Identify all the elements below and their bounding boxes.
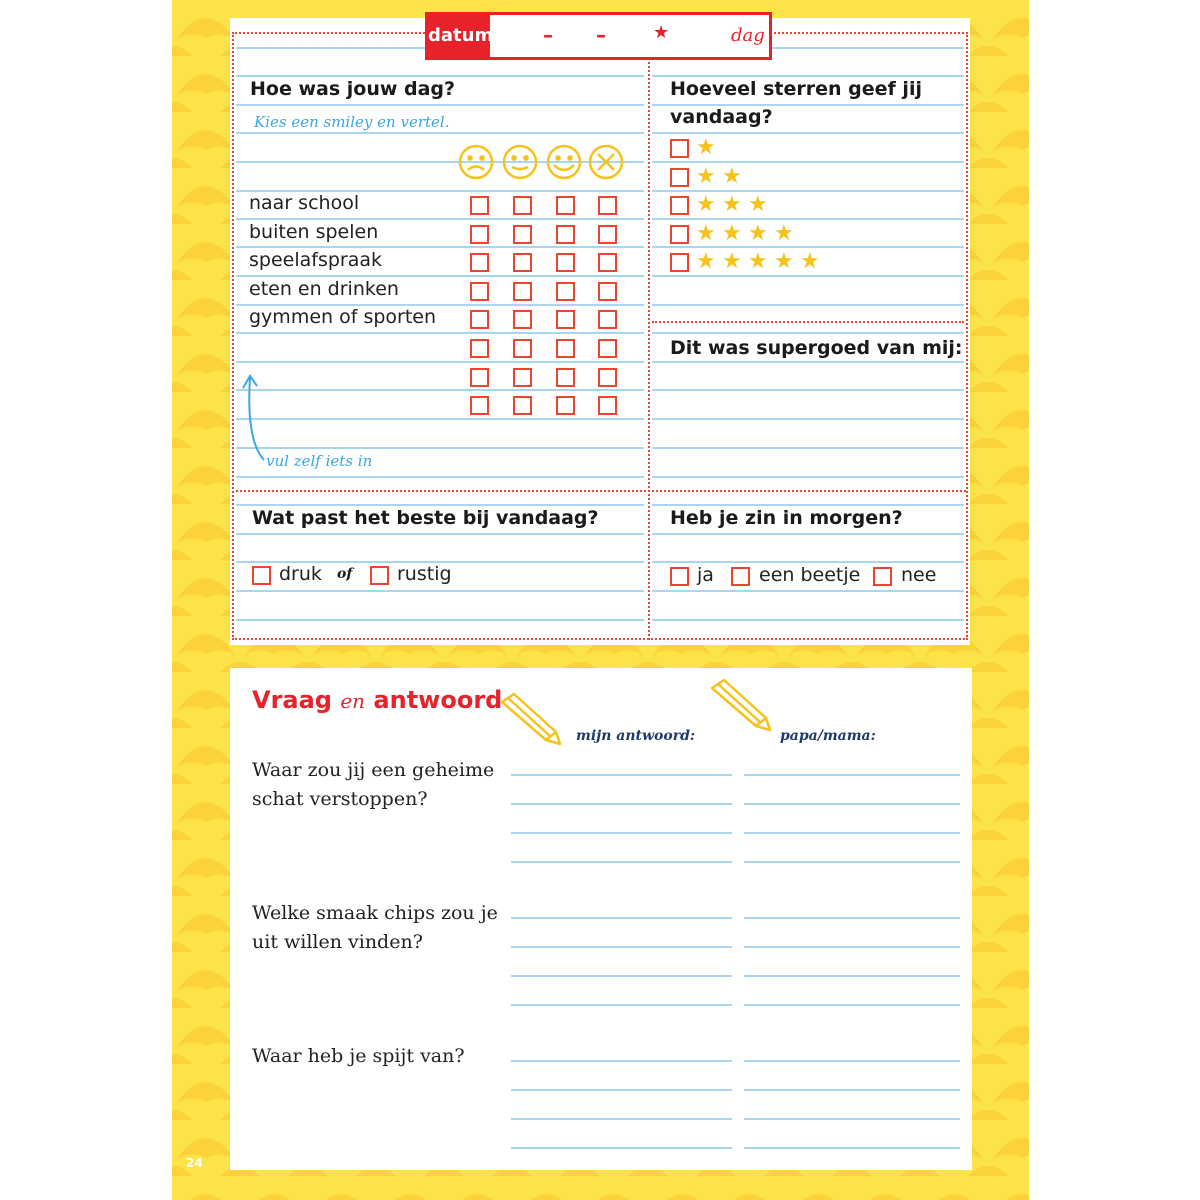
tomorrow-question: Heb je zin in morgen?	[670, 507, 903, 529]
answer-line[interactable]	[511, 832, 732, 834]
activity-rating-checkbox[interactable]	[470, 225, 489, 244]
ruled-line	[652, 246, 964, 248]
fill-in-hint: vul zelf iets in	[266, 452, 373, 470]
star-rating-checkbox[interactable]	[670, 253, 689, 272]
star-icon: ★	[722, 249, 742, 275]
qa-title-word3: antwoord	[373, 686, 503, 714]
pencil-icon	[494, 692, 574, 748]
proud-question: Dit was supergoed van mij:	[670, 337, 963, 359]
ruled-line	[236, 332, 644, 334]
activity-rating-checkbox[interactable]	[513, 339, 532, 358]
star-rating-checkbox[interactable]	[670, 225, 689, 244]
star-rating-checkbox[interactable]	[670, 196, 689, 215]
star-icon: ★	[722, 192, 742, 218]
no-checkbox[interactable]	[873, 567, 892, 586]
activity-rating-checkbox[interactable]	[513, 282, 532, 301]
ruled-line	[236, 418, 644, 420]
star-rating-option[interactable]	[670, 163, 870, 189]
yes-checkbox[interactable]	[670, 567, 689, 586]
answer-line[interactable]	[744, 1089, 960, 1091]
answer-line[interactable]	[744, 1060, 960, 1062]
star-rating-option[interactable]	[670, 220, 870, 246]
ruled-line	[652, 533, 964, 535]
activity-rating-checkbox[interactable]	[556, 225, 575, 244]
ruled-line	[652, 476, 964, 478]
qa-question-line: schat verstoppen?	[252, 788, 428, 810]
answer-line[interactable]	[744, 1004, 960, 1006]
activity-rating-checkbox[interactable]	[513, 396, 532, 415]
activity-rating-checkbox[interactable]	[470, 339, 489, 358]
activity-rating-checkbox[interactable]	[598, 225, 617, 244]
answer-line[interactable]	[744, 832, 960, 834]
ruled-line	[652, 619, 964, 621]
star-icon: ★	[774, 220, 794, 246]
no-label: nee	[901, 564, 937, 586]
page-number: 24	[186, 1156, 203, 1170]
star-icon: ★	[722, 163, 742, 189]
qa-title-word2: en	[340, 689, 366, 713]
dotted-divider	[652, 321, 964, 323]
activity-rating-checkbox[interactable]	[513, 225, 532, 244]
dotted-border	[232, 32, 425, 34]
qa-question-line: Waar heb je spijt van?	[252, 1045, 465, 1067]
ruled-line	[652, 504, 964, 506]
answer-line[interactable]	[511, 1004, 732, 1006]
ruled-line	[236, 447, 644, 449]
a-bit-label: een beetje	[759, 564, 861, 586]
busy-label: druk	[279, 563, 322, 585]
activity-label: naar school	[249, 192, 360, 214]
ruled-line	[652, 304, 964, 306]
activity-label: buiten spelen	[249, 220, 379, 243]
ruled-line	[652, 132, 964, 134]
star-icon: ★	[696, 220, 716, 246]
happy-face-icon	[548, 146, 580, 178]
answer-line[interactable]	[511, 1089, 732, 1091]
dotted-border	[232, 638, 968, 640]
activity-label: gymmen of sporten	[249, 306, 437, 329]
ruled-line	[236, 504, 644, 506]
activity-rating-checkbox[interactable]	[470, 368, 489, 387]
ruled-line	[652, 447, 964, 449]
pencil-icon	[704, 678, 784, 734]
activity-rating-checkbox[interactable]	[598, 310, 617, 329]
day-question: Hoe was jouw dag?	[250, 78, 456, 100]
answer-line[interactable]	[744, 1118, 960, 1120]
qa-title-word1: Vraag	[252, 686, 332, 714]
activity-rating-checkbox[interactable]	[470, 310, 489, 329]
ruled-line	[236, 246, 644, 248]
dotted-border	[966, 32, 968, 640]
ruled-line	[652, 361, 964, 363]
activity-rating-checkbox[interactable]	[598, 196, 617, 215]
activity-label: speelafspraak	[249, 249, 383, 272]
star-icon: ★	[800, 249, 820, 275]
star-rating-option[interactable]	[670, 135, 870, 160]
qa-question-line: Welke smaak chips zou je	[252, 902, 498, 924]
star-rating-checkbox[interactable]	[670, 168, 689, 187]
activity-rating-checkbox[interactable]	[513, 253, 532, 272]
activity-rating-checkbox[interactable]	[598, 396, 617, 415]
activity-rating-checkbox[interactable]	[470, 282, 489, 301]
activity-rating-checkbox[interactable]	[556, 396, 575, 415]
ruled-line	[652, 590, 964, 592]
star-icon: ★	[722, 220, 742, 246]
answer-line[interactable]	[511, 975, 732, 977]
date-separator: –	[596, 23, 606, 47]
ruled-line	[236, 590, 644, 592]
a-bit-checkbox[interactable]	[731, 567, 750, 586]
star-rating-option[interactable]	[670, 192, 870, 218]
activity-rating-checkbox[interactable]	[513, 368, 532, 387]
activity-rating-checkbox[interactable]	[598, 339, 617, 358]
star-icon: ★	[748, 220, 768, 246]
star-icon: ★	[696, 135, 716, 160]
activity-rating-checkbox[interactable]	[556, 339, 575, 358]
dotted-divider	[648, 62, 650, 640]
star-icon: ★	[748, 249, 768, 275]
answer-line[interactable]	[511, 774, 732, 776]
activity-rating-checkbox[interactable]	[556, 310, 575, 329]
ruled-line	[652, 218, 964, 220]
ruled-line	[236, 132, 644, 134]
star-icon: ★	[696, 249, 716, 275]
date-star: ★	[653, 22, 670, 43]
calm-label: rustig	[397, 563, 452, 585]
activity-rating-checkbox[interactable]	[556, 368, 575, 387]
smiley-hint: Kies een smiley en vertel.	[254, 113, 450, 131]
cross-circle-icon	[590, 146, 622, 178]
answer-line[interactable]	[744, 946, 960, 948]
ruled-line	[652, 332, 964, 334]
ruled-line	[236, 75, 644, 77]
activity-rating-checkbox[interactable]	[556, 196, 575, 215]
star-icon: ★	[748, 192, 768, 218]
day-label: dag	[731, 25, 765, 46]
activity-rating-checkbox[interactable]	[556, 253, 575, 272]
ruled-line	[236, 476, 644, 478]
answer-line[interactable]	[744, 803, 960, 805]
answer-line[interactable]	[511, 803, 732, 805]
star-rating-checkbox[interactable]	[670, 139, 689, 158]
activity-rating-checkbox[interactable]	[470, 253, 489, 272]
dotted-divider	[236, 490, 966, 492]
or-word: of	[337, 566, 353, 582]
smiley-header	[456, 143, 626, 183]
answer-line[interactable]	[744, 975, 960, 977]
stars-question-line1: Hoeveel sterren geef jij	[670, 78, 922, 100]
ruled-line	[236, 533, 644, 535]
activity-rating-checkbox[interactable]	[598, 282, 617, 301]
ruled-line	[652, 275, 964, 277]
ruled-line	[236, 104, 644, 106]
activity-rating-checkbox[interactable]	[598, 368, 617, 387]
ruled-line	[652, 75, 964, 77]
ruled-line	[652, 418, 964, 420]
activity-rating-checkbox[interactable]	[556, 282, 575, 301]
activity-rating-checkbox[interactable]	[470, 396, 489, 415]
answer-line[interactable]	[511, 1147, 732, 1149]
stars-question-line2: vandaag?	[670, 106, 773, 128]
activity-rating-checkbox[interactable]	[470, 196, 489, 215]
my-answer-label: mijn antwoord:	[576, 728, 696, 744]
busy-checkbox[interactable]	[252, 566, 271, 585]
star-rating-option[interactable]	[670, 249, 870, 275]
dotted-border	[232, 32, 234, 640]
answer-line[interactable]	[511, 1118, 732, 1120]
answer-line[interactable]	[511, 861, 732, 863]
neutral-face-icon	[504, 146, 536, 178]
star-icon: ★	[696, 163, 716, 189]
yes-label: ja	[697, 564, 714, 586]
ruled-line	[652, 161, 964, 163]
dotted-border	[774, 32, 968, 34]
answer-line[interactable]	[511, 917, 732, 919]
answer-line[interactable]	[511, 1060, 732, 1062]
ruled-line	[652, 389, 964, 391]
ruled-line	[652, 561, 964, 563]
date-box	[425, 12, 772, 60]
ruled-line	[236, 361, 644, 363]
activity-rating-checkbox[interactable]	[598, 253, 617, 272]
answer-line[interactable]	[744, 774, 960, 776]
star-icon: ★	[774, 249, 794, 275]
sad-face-icon	[460, 146, 492, 178]
ruled-line	[236, 389, 644, 391]
parent-answer-label: papa/mama:	[780, 728, 876, 744]
fit-question: Wat past het beste bij vandaag?	[252, 507, 599, 529]
activity-rating-checkbox[interactable]	[513, 196, 532, 215]
star-icon: ★	[696, 192, 716, 218]
ruled-line	[236, 275, 644, 277]
date-separator: –	[543, 23, 553, 47]
activity-rating-checkbox[interactable]	[513, 310, 532, 329]
date-label: datum	[428, 15, 490, 57]
qa-title	[252, 686, 502, 714]
qa-question-line: Waar zou jij een geheime	[252, 759, 495, 781]
activity-label: eten en drinken	[249, 277, 399, 300]
answer-line[interactable]	[511, 946, 732, 948]
answer-line[interactable]	[744, 1147, 960, 1149]
qa-question-line: uit willen vinden?	[252, 931, 423, 953]
answer-line[interactable]	[744, 917, 960, 919]
answer-line[interactable]	[744, 861, 960, 863]
ruled-line	[236, 619, 644, 621]
calm-checkbox[interactable]	[370, 566, 389, 585]
